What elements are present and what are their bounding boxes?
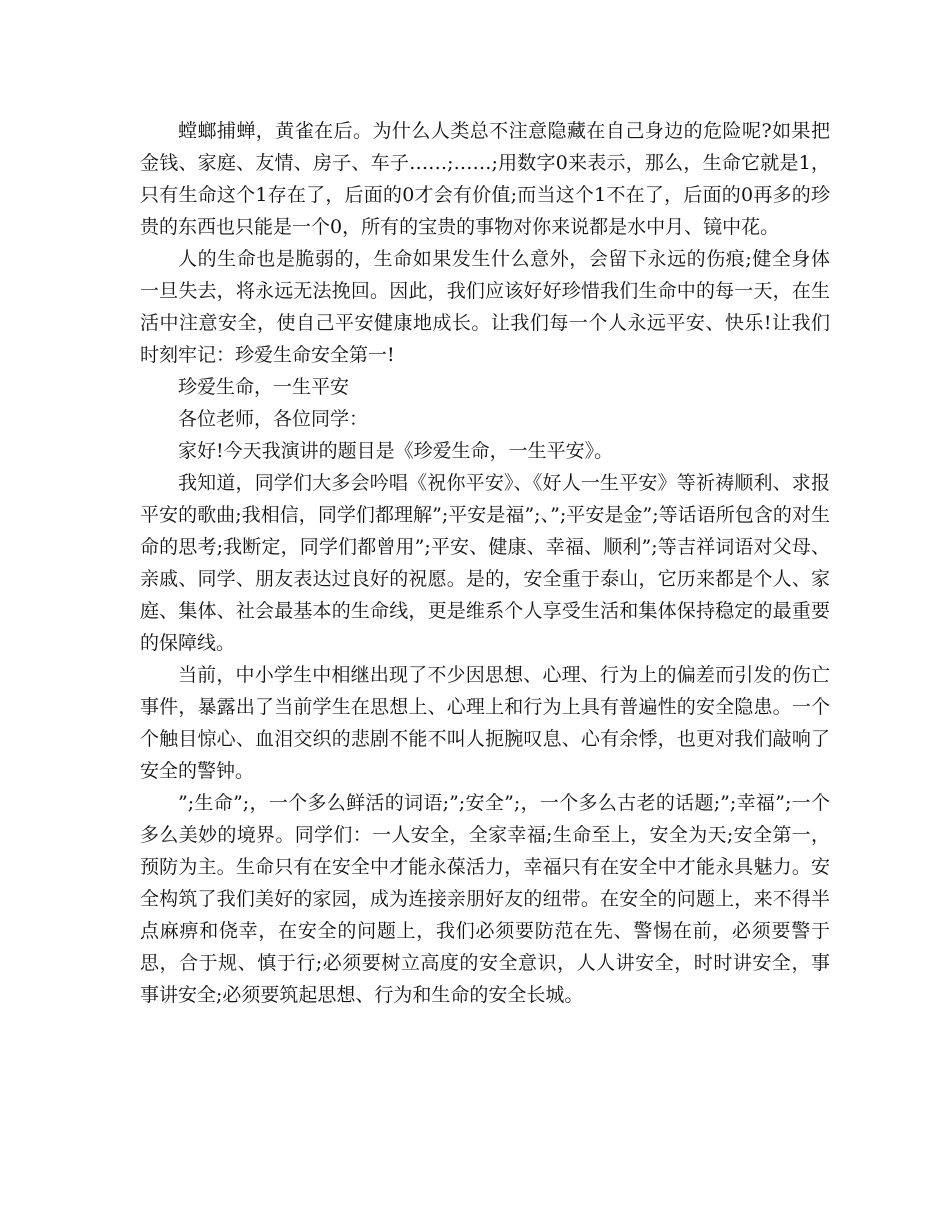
salutation: 各位老师，各位同学： bbox=[178, 408, 369, 430]
paragraph: ”;生命”;，一个多么鲜活的词语;”;安全”;，一个多么古老的话题;”;幸福”;一个多么美妙的境界。同学们：一人安全，全家幸福;生命至上，安全为天;安全第一，预防为主。生命只有在安全中才能永葆活力，幸福只有在安全中才能永具魅力。安全构筑了我们美好的家园，成为连接亲朋好友的纽带。在安全的问题上，来不得半点麻痹和侥幸，在安全的问题上，我们必须要防范在先、警惕在前，必须要警于思，合于规、慎于行;必须要树立高度的安全意识，人人讲安全，时时讲安全，事事讲安全;必须要筑起思想、行为和生命的安全长城。 bbox=[140, 792, 830, 1006]
paragraph: 螳螂捕蝉，黄雀在后。为什么人类总不注意隐藏在自己身边的危险呢?如果把金钱、家庭、友情、房子、车子……;……;用数字0来表示，那么，生命它就是1，只有生命这个1存在了，后面的0才会有价值;而当这个1不在了，后面的0再多的珍贵的东西也只能是一个0，所有的宝贵的事物对你来说都是水中月、镜中花。 bbox=[140, 120, 830, 238]
paragraph: 人的生命也是脆弱的，生命如果发生什么意外，会留下永远的伤痕;健全身体一旦失去，将永远无法挽回。因此，我们应该好好珍惜我们生命中的每一天，在生活中注意安全，使自己平安健康地成长。让我们每一个人永远平安、快乐!让我们时刻牢记：珍爱生命安全第一! bbox=[140, 248, 830, 366]
paragraph: 当前，中小学生中相继出现了不少因思想、心理、行为上的偏差而引发的伤亡事件，暴露出了当前学生在思想上、心理上和行为上具有普遍性的安全隐患。一个个触目惊心、血泪交织的悲剧不能不叫人扼腕叹息、心有余悸，也更对我们敲响了安全的警钟。 bbox=[140, 664, 830, 782]
section-title: 珍爱生命，一生平安 bbox=[178, 376, 350, 398]
paragraph: 家好!今天我演讲的题目是《珍爱生命，一生平安》。 bbox=[178, 440, 614, 462]
paragraph: 我知道，同学们大多会吟唱《祝你平安》、《好人一生平安》等祈祷顺利、求报平安的歌曲;我相信，同学们都理解”;平安是福”;、”;平安是金”;等话语所包含的对生命的思考;我断定，同学们都曾用”;平安、健康、幸福、顺利”;等吉祥词语对父母、亲戚、同学、朋友表达过良好的祝愿。是的，安全重于泰山，它历来都是个人、家庭、集体、社会最基本的生命线，更是维系个人享受生活和集体保持稳定的最重要的保障线。 bbox=[140, 472, 830, 654]
document-body bbox=[140, 115, 830, 1011]
